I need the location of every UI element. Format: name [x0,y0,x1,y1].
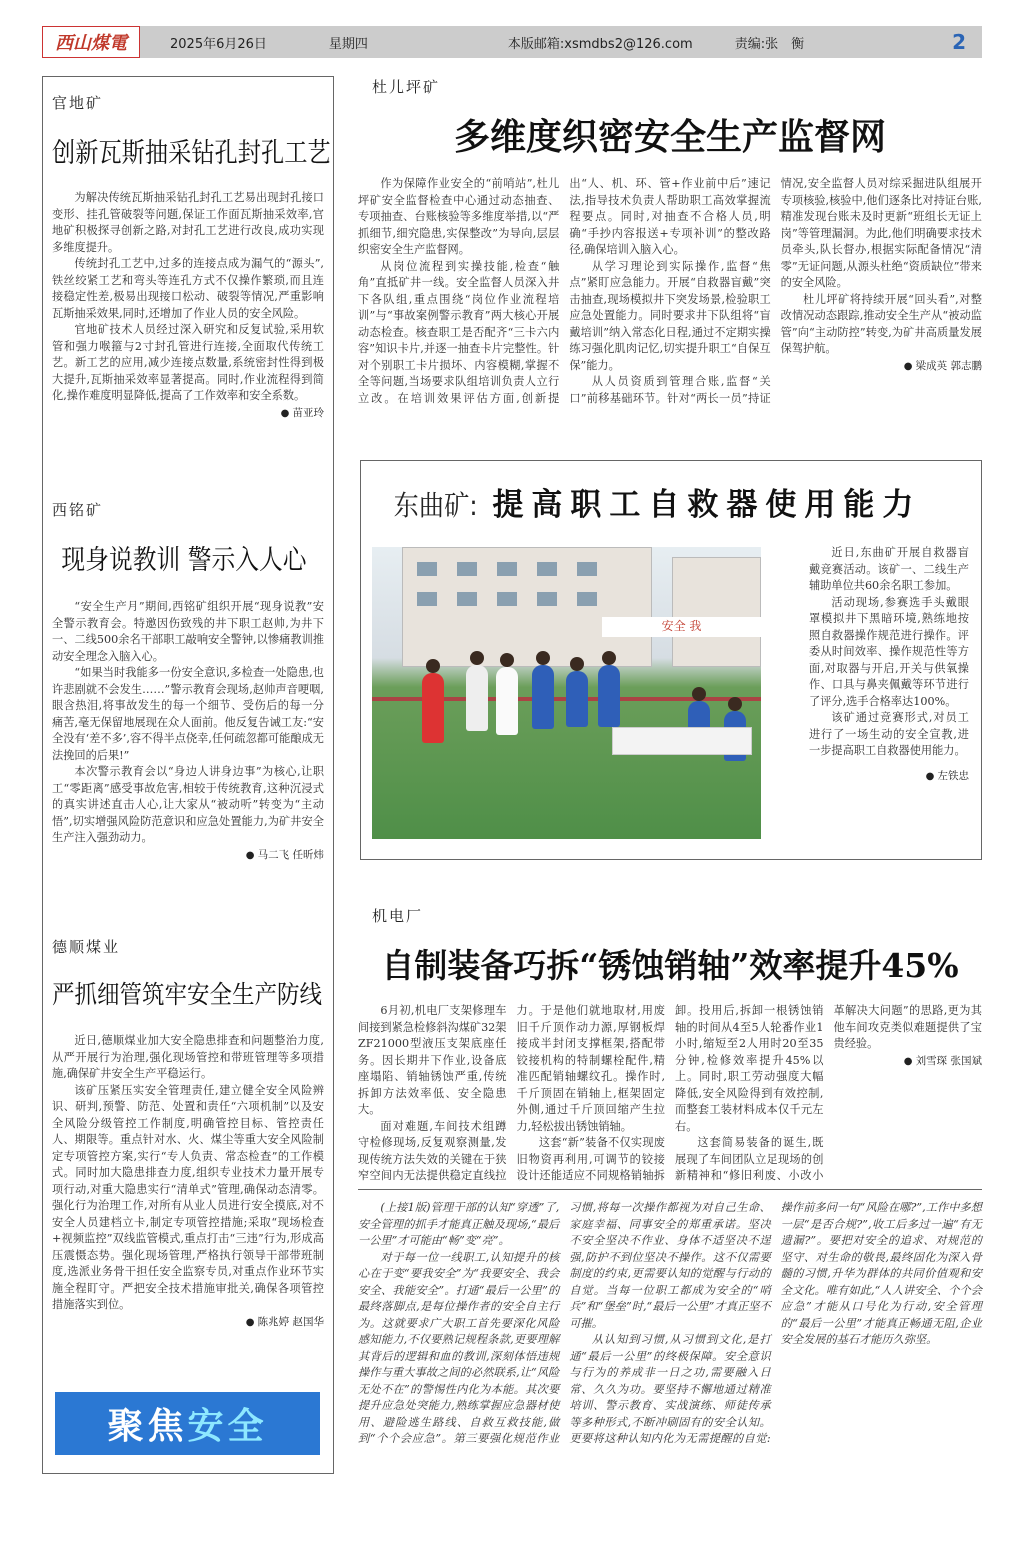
article-paragraph: (上接1版)管理干部的认知“穿透”了,安全管理的抓手才能真正触及现场,“最后一公里”才可能由“畅”变“亮”。 [358,1201,560,1247]
newspaper-logo: 西山煤電 [42,26,140,58]
article-title: 创新瓦斯抽采钻孔封孔工艺 [52,138,331,169]
article-title: 多维度织密安全生产监督网 [453,117,886,158]
weekday: 星期四 [328,36,368,52]
article-byline: ● 刘雪琛 张国斌 [834,1053,983,1068]
article-duerping [358,76,982,421]
article-paragraph: 该矿压紧压实安全管理责任,建立健全安全风险辨识、研判,预警、防范、处置和责任“六项机制”以及安全风险分级管控工作制度,明确管控目标、管控责任人、期限等。重点针对水、火、煤尘等重大安全风险制定专项管控方案,实行“专人负责、常态检查”的工作模式。同时加大隐患排查力度,组织专业技术力量开展专项行动,对重大隐患实行“清单式”管理,确保动态清零。强化行为治理工作,对所有从业人员进行安全摸底,对不安全人员建档立卡,制定专项管控措施;采取“现场检查+视频监控”双线监管模式,重点打击“三违”行为,形成高压震慑态势。强化现场管理,严格执行领导干部带班制度,选派业务骨干担任安全监察专员,对重点作业环节实施全程盯守。严把安全技术措施审批关,确保各项管控措施落实到位。 [52,1083,324,1311]
article-paragraph: 本次警示教育会以“身边人讲身边事”为核心,让职工“零距离”感受事故危害,相较于传统教育,这种沉浸式的真实讲述直击人心,让大家从“被动听”转变为“主动悟”,切实增强风险防范意识和应急处置能力,为矿井安全生产注入强劲动力。 [52,765,324,844]
article-guandi [52,92,331,420]
article-deshun [52,936,324,1329]
article-title: 严抓细管筑牢安全生产防线 [52,980,323,1009]
article-paragraph: 6月初,机电厂支架修理车间接到紧急检修斜沟煤矿32架ZF21000型液压支架底座任务。因长期井下作业,设备底座塌陷、销轴锈蚀严重,传统拆卸方法效率低、安全隐患大。 [358,1004,507,1116]
section-divider [358,1189,982,1190]
article-byline: ● 左铁忠 [809,768,969,783]
issue-date: 2025年6月26日 [170,36,267,52]
article-kicker: 德顺煤业 [52,938,121,956]
page-header [42,26,982,58]
article-paragraph: “如果当时我能多一份安全意识,多检查一处隐患,也许悲剧就不会发生……”警示教育会现场,赵帅声音哽咽,眼含热泪,将事故发生的每一个细节、受伤后的每一分痛苦,毫无保留地展现在众人面前。他反复告诫工友:“安全没有‘差不多’,容不得半点侥幸,任何疏忽都可能酿成无法挽回的后果!” [52,666,324,762]
article-paragraph: 从岗位流程到实操技能,检查“触角”直抵矿井一线。安全监督人员深入井下各队组,重点围绕“岗位作业流程培训”与“事故案例警示教育”两大核心开展动态检查。核查职工是否配齐“三卡六内容”知识卡片,并逐一抽查卡片完整性。针对个别职工卡片损坏、内容模糊,掌握不全等问题,当场要求队组培训负责人立行立改。在培训效果评估方面,创新提出“人、机、环、管+作业前中后”速记法,指导技术负责人帮助职工高效掌握流程要点。同时,对抽查不合格人员,明确“手抄内容报送+专项补训”的整改路径,确保培训入脑入心。 [358,177,771,405]
article-jidian [358,905,982,1188]
contest-photo [372,547,761,839]
article-kicker: 杜儿坪矿 [372,78,441,96]
article-paragraph: 对于每一位一线职工,认知提升的核心在于变“要我安全”为“我要安全、我会安全、我能安全”。打通“最后一公里”的最终落脚点,是每位操作者的安全自主行为。这就要求广大职工首先要深化风险感知能力,不仅要熟记规程条款,更要理解其背后的逻辑和血的教训,深刻体悟违规操作与重大事故之间的必然联系,让“风险无处不在”的警惕性内化为本能。其次要提升应急处突能力,熟练掌握应急器材使用、避险逃生路线、自救互救技能,做到“个个会应急”。第三要强化规范作业习惯,将每一次操作都视为对自己生命、家庭幸福、同事安全的郑重承诺。坚决不安全坚决不作业、身体不适坚决不逞强,防护不到位坚决不操作。这不仅需要制度的约束,更需要认知的觉醒与行动的自觉。当每一位职工都成为安全的“哨兵”和“堡垒”时,“最后一公里”才真正坚不可摧。 [358,1201,771,1445]
article-ximing [52,499,324,862]
article-dongqu [360,460,982,860]
article-byline: ● 梁成英 郭志鹏 [781,358,982,373]
article-paragraph: 从人员资质到管理合账,监督“关口”前移基础环节。针对“两长一员”持证情况,安全监督人员对综采掘进队组展开专项核验,核验中,他们逐条比对持证台账,精准发现台账未及时更新“班组长无证上岗”等管理漏洞。为此,他们明确要求技术员牵头,队长督办,根据实际配备情况“清零”无证问题,从源头杜绝“资质缺位”带来的安全风险。 [569,177,982,405]
article-paragraph: 近日,德顺煤业加大安全隐患排查和问题整治力度,从严开展行为治理,强化现场管控和带班管理等多项措施,确保矿井安全生产平稳运行。 [52,1034,324,1080]
building [402,547,652,667]
editor-email: 本版邮箱:xsmdbs2@126.com [507,36,693,52]
article-paragraph: 该矿通过竞赛形式,对员工进行了一场生动的安全宣教,进一步提高职工自救器使用能力。 [809,711,969,757]
article-paragraph: 面对难题,车间技术组蹲守检修现场,反复观察测量,发现传统方法失效的关键在于狭窄空间内无法提供稳定直线拉力。于是他们就地取材,用废旧千斤顶作动力源,厚钢板焊接成半封闭支撑框架,搭配带铰接机构的特制螺栓配件,精准匹配销轴螺纹孔。操作时,千斤顶固在销轴上,框架固定外侧,通过千斤顶回缩产生拉力,轻松拔出锈蚀销轴。 [358,1004,665,1182]
article-paragraph: 近日,东曲矿开展自救器盲戴竞赛活动。该矿一、二线生产辅助单位共60余名职工参加。 [809,546,969,592]
article-kicker: 西铭矿 [52,501,104,519]
article-byline: ● 苗亚玲 [52,405,324,420]
article-kicker: 官地矿 [52,94,104,112]
page-number: 2 [952,30,966,54]
article-paragraph: 这套“新”装备不仅实现废旧物资再利用,可调节的铰接设计还能适应不同规格销轴拆卸。投用后,拆卸一根锈蚀销轴的时间从4至5人轮番作业1小时,缩短至2人用时20至35分钟,检修效率提升45%以上。同时,职工劳动强度大幅降低,安全风险得到有效控制,而整套工装材料成本仅千元左右。 [516,1004,824,1182]
article-kicker: 机电厂 [372,907,424,925]
article-continued [358,1200,982,1455]
article-title: 现身说教训 警示入人心 [61,545,307,576]
article-title: 自制装备巧拆“锈蚀销轴”效率提升45% [381,946,959,985]
editor-name: 责编:张 衡 [734,36,805,52]
article-paragraph: 官地矿技术人员经过深入研究和反复试验,采用软管和强力喉箍与2寸封孔管进行连接,全面取代传统工艺。新工艺的应用,减少连接点数量,系统密封性得到极大提升,瓦斯抽采效率显著提高。同时,作业流程得到简化,操作难度明显降低,提高了工作效率和安全系数。 [52,323,324,402]
focus-safety-banner: 聚焦 安全 [55,1392,320,1455]
article-paragraph: 从学习理论到实际操作,监督“焦点”紧盯应急能力。开展“自救器盲戴”突击抽查,现场模拟井下突发场景,检验职工应急处置能力。同时要求井下队组将“盲戴培训”纳入常态化日程,通过不定期实操练习强化肌肉记忆,切实提升职工“自保互保”能力。 [569,259,771,372]
building [672,557,761,667]
article-paragraph: 杜儿坪矿将持续开展“回头看”,对整改情况动态跟踪,推动安全生产从“被动监管”向“主动防控”转变,为矿井高质量发展保驾护航。 [780,292,982,355]
article-paragraph: “安全生产月”期间,西铭矿组织开展“现身说教”安全警示教育会。特邀因伤致残的井下职工赵帅,为井下一、二线500余名干部职工敲响安全警钟,以惨痛教训推动安全理念入脑入心。 [52,600,324,663]
article-byline: ● 马二飞 任昕炜 [52,847,324,862]
article-paragraph: 为解决传统瓦斯抽采钻孔封孔工艺易出现封孔接口变形、挂孔管破裂等问题,保证工作面瓦斯抽采效率,官地矿积极探寻创新之路,对封孔工艺进行改良,成功实现多维度提升。 [52,191,324,254]
article-paragraph: 活动现场,参赛选手头戴眼罩模拟井下黑暗环境,熟练地按照自救器操作规范进行操作。评委从时间效率、操作规范性等方面,对取器与开启,开关与供氧操作、口具与鼻夹佩戴等环节进行了评分,选手合格率达100%。 [809,595,969,708]
article-paragraph: 传统封孔工艺中,过多的连接点成为漏气的“源头”,铁丝绞紧工艺和弯头等连孔方式不仅操作繁琐,而且连接稳定性差,极易出现接口松动、破裂等情况,严重影响瓦斯抽采效果,同时,还增加了作业人员的安全风险。 [52,257,324,320]
article-kicker: 东曲矿: [393,489,478,522]
article-paragraph: 作为保障作业安全的“前哨站”,杜儿坪矿安全监督检查中心通过动态抽查、专项抽查、台账核验等多维度举措,以“严抓细节,细究隐患,实保整改”为导向,层层织密安全生产监督网。 [358,177,560,256]
safety-banner: 安全 我 [602,617,761,637]
article-byline: ● 陈兆婷 赵国华 [52,1314,324,1329]
article-title: 提高职工自救器使用能力 [492,487,922,523]
article-paragraph: 这套简易装备的诞生,既展现了车间团队立足现场的创新精神和“修旧利废、小改小革解决大问题”的思路,更为其他车间攻克类似难题提供了宝贵经验。 [675,1004,982,1182]
article-paragraph: 从认知到习惯,从习惯到文化,是打通“最后一公里”的终极保障。安全意识与行为的养成非一日之功,需要融入日常、久久为功。要坚持不懈地通过精准培训、警示教育、实战演练、师徒传承等多种形式,不断冲刷固有的安全认知。更要将这种认知内化为无需提醒的自觉:操作前多问一句“风险在哪?”,工作中多想一层“是否合规?”,收工后多过一遍“有无遗漏?”。要把对安全的追求、对规范的坚守、对生命的敬畏,最终固化为深入骨髓的习惯,升华为群体的共同价值观和安全文化。唯有如此,“人人讲安全、个个会应急”才能从口号化为行动,安全管理的“最后一公里”才能真正畅通无阻,企业安全发展的基石才能历久弥坚。 [569,1201,982,1445]
